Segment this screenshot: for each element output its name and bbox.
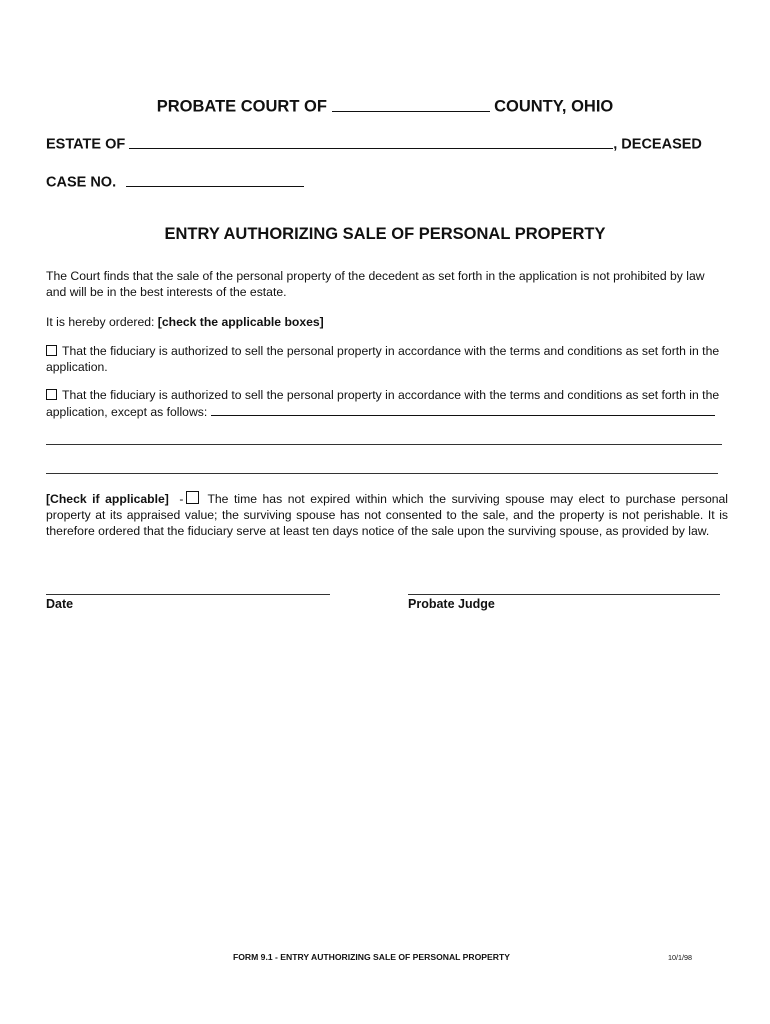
option2-line2: [46, 403, 736, 420]
estate-line: [46, 133, 702, 153]
exceptions-blank-1[interactable]: [211, 403, 715, 416]
document-title: ENTRY AUTHORIZING SALE OF PERSONAL PROPERTY: [164, 225, 606, 243]
estate-name-blank[interactable]: [129, 133, 613, 149]
case-label: CASE NO.: [46, 174, 117, 191]
spouse-text: The time has not expired within which the surviving spouse may elect to purchase personal property at its appraised value; the surviving spouse has not consented to the sale, and the property is not perishable. It is therefore ordered that the fiduciary serve at least ten days notice of the sale upon the surviving spouse, as provided by law.: [46, 492, 728, 538]
option2-text-line2: application, except as follows:: [46, 405, 208, 420]
date-label: Date: [46, 597, 74, 611]
order-intro: [46, 314, 324, 330]
footer-revision: 10/1/98: [668, 953, 692, 962]
court-heading: [0, 94, 770, 117]
judge-signature-line[interactable]: [408, 594, 720, 595]
judge-label: Probate Judge: [408, 597, 495, 611]
option2-text-line1: That the fiduciary is authorized to sell the personal property in accordance with the terms and conditions as set forth in the: [62, 388, 720, 402]
footer-form-title: FORM 9.1 - ENTRY AUTHORIZING SALE OF PERSONAL PROPERTY: [233, 952, 510, 962]
option1-text: That the fiduciary is authorized to sell the personal property in accordance with the terms and conditions as set forth in the application.: [46, 344, 720, 374]
spouse-dash: -: [179, 492, 184, 506]
order-instruction: [check the applicable boxes]: [157, 315, 324, 329]
spouse-checkbox[interactable]: [186, 491, 199, 504]
findings-paragraph: The Court finds that the sale of the personal property of the decedent as set forth in the application is not prohibited by law and will be in the best interests of the estate.: [46, 269, 705, 299]
option2-checkbox[interactable]: [46, 389, 57, 400]
exceptions-blank-3[interactable]: [46, 473, 718, 474]
court-prefix: PROBATE COURT OF: [156, 97, 327, 116]
option1-row: [46, 343, 728, 375]
spouse-paragraph: [46, 491, 728, 539]
estate-label: ESTATE OF: [46, 136, 126, 153]
deceased-label: , DECEASED: [613, 136, 702, 153]
case-number-blank[interactable]: [126, 171, 304, 187]
court-suffix: COUNTY, OHIO: [494, 97, 614, 116]
option1-checkbox[interactable]: [46, 345, 57, 356]
date-signature-line[interactable]: [46, 594, 330, 595]
county-blank[interactable]: [332, 94, 490, 112]
option2-row: [46, 387, 736, 420]
spouse-check-label: [Check if applicable]: [46, 492, 169, 506]
case-line: [46, 171, 304, 191]
option2-line1: [46, 387, 736, 403]
order-intro-text: It is hereby ordered:: [46, 315, 155, 329]
exceptions-blank-2[interactable]: [46, 444, 722, 445]
